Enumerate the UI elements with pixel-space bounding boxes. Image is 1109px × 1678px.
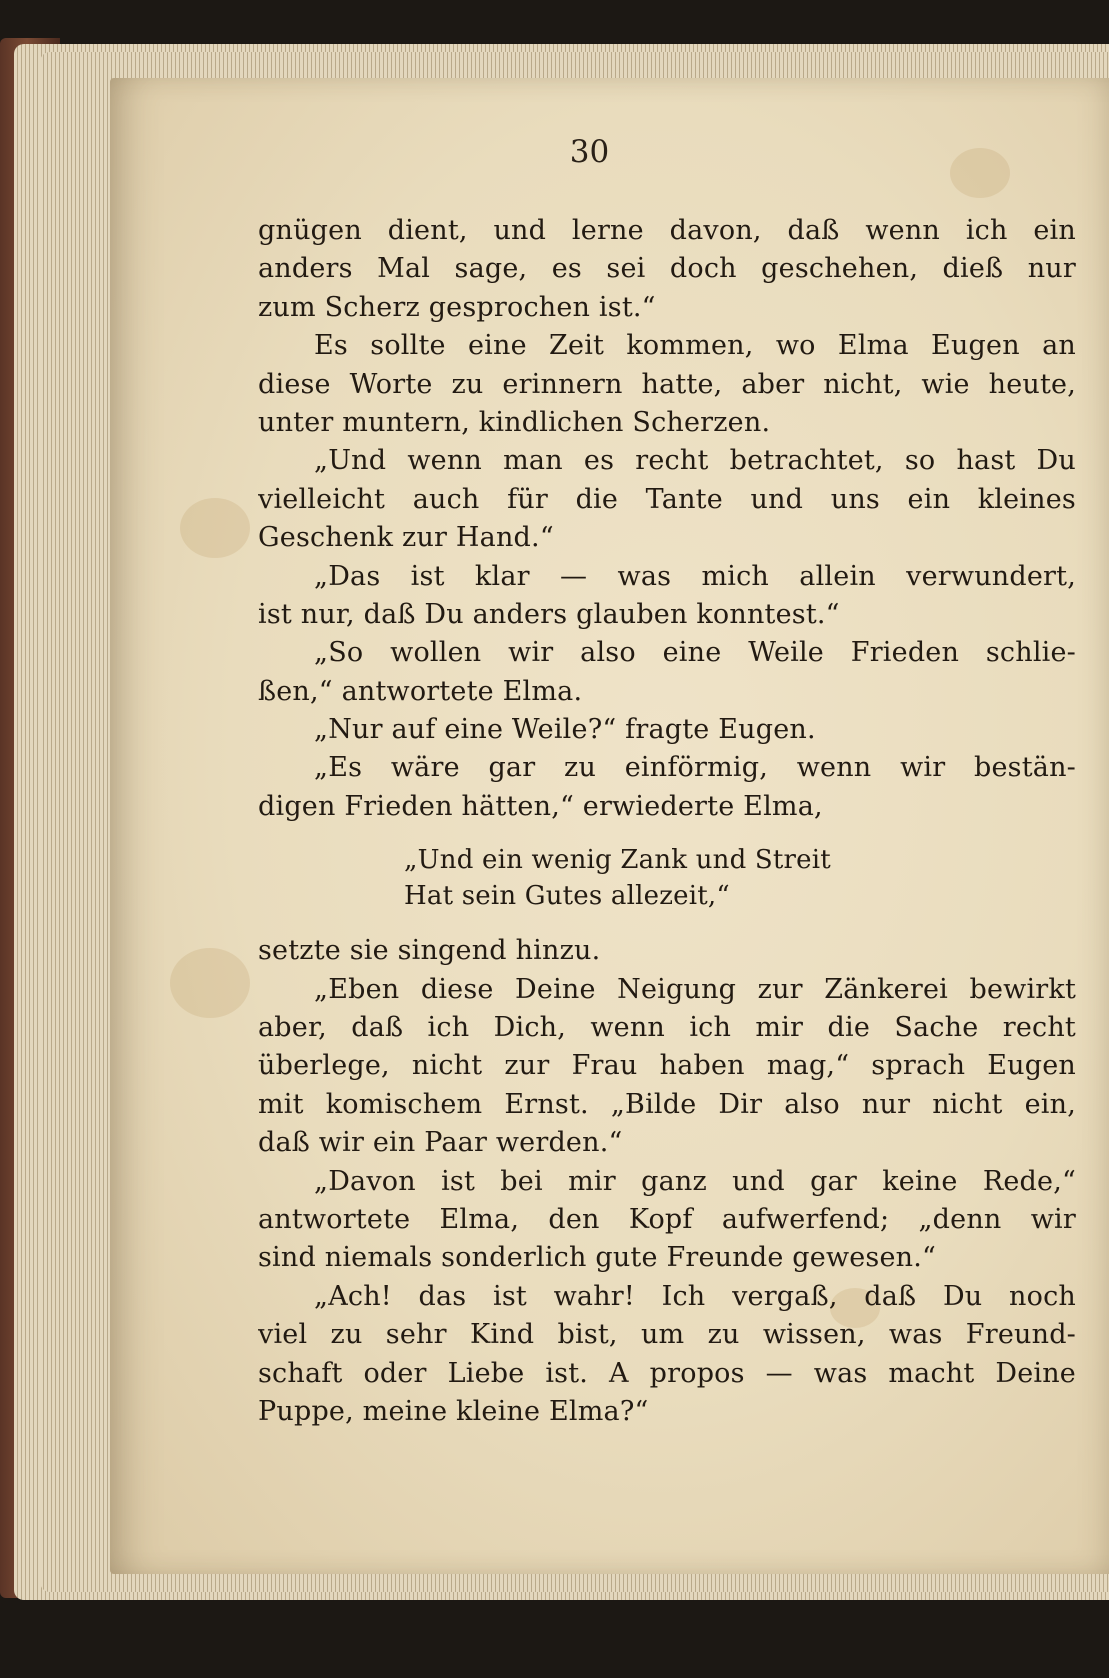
verse-line: Hat sein Gutes allezeit,“: [404, 881, 730, 912]
text-line: Puppe, meine kleine Elma?“: [258, 1395, 649, 1427]
text-line: unter muntern, kindlichen Scherzen.: [258, 406, 771, 438]
text-line: antwortete Elma, den Kopf aufwerfend; „denn wir: [258, 1203, 1076, 1235]
text-line: diese Worte zu erinnern hatte, aber nicht, wie heute,: [258, 368, 1076, 400]
text-line: schaft oder Liebe ist. A propos — was macht Deine: [258, 1357, 1076, 1389]
text-line: aber, daß ich Dich, wenn ich mir die Sache recht: [258, 1012, 1076, 1044]
text-line: „Ach! das ist wahr! Ich vergaß, daß Du noch: [314, 1280, 1076, 1312]
text-line: „Und wenn man es recht betrachtet, so hast Du: [314, 445, 1076, 477]
text-line: „Das ist klar — was mich allein verwundert,: [314, 560, 1076, 592]
text-line: zum Scherz gesprochen ist.“: [258, 291, 656, 323]
text-line: gnügen dient, und lerne davon, daß wenn ich ein: [258, 215, 1076, 246]
text-line: ßen,“ antwortete Elma.: [258, 675, 583, 707]
paper-stain: [170, 948, 250, 1018]
text-line: sind niemals sonderlich gute Freunde gewesen.“: [258, 1242, 937, 1274]
text-line: Geschenk zur Hand.“: [258, 522, 554, 554]
text-line: ist nur, daß Du anders glauben konntest.“: [258, 598, 840, 630]
text-line: digen Frieden hätten,“ erwiederte Elma,: [258, 790, 823, 822]
text-line: „So wollen wir also eine Weile Frieden schlie-: [314, 637, 1076, 669]
text-line: „Es wäre gar zu einförmig, wenn wir bestän-: [314, 752, 1076, 784]
text-line: anders Mal sage, es sei doch geschehen, dieß nur: [258, 253, 1076, 285]
body-text: [258, 212, 1076, 1431]
book-page: [110, 78, 1109, 1574]
text-line: setzte sie singend hinzu.: [258, 935, 601, 967]
text-line: „Davon ist bei mir ganz und gar keine Rede,“: [314, 1165, 1076, 1197]
paper-stain: [180, 498, 250, 558]
prose-before-verse: [258, 212, 1076, 826]
text-line: Es sollte eine Zeit kommen, wo Elma Eugen an: [314, 330, 1076, 362]
verse-line: „Und ein wenig Zank und Streit: [404, 845, 831, 876]
verse-quote: [258, 842, 1076, 914]
page-number: 30: [569, 134, 610, 170]
text-line: viel zu sehr Kind bist, um zu wissen, was Freund-: [258, 1319, 1076, 1351]
text-line: überlege, nicht zur Frau haben mag,“ sprach Eugen: [258, 1050, 1076, 1082]
text-line: mit komischem Ernst. „Bilde Dir also nur nicht ein,: [258, 1088, 1076, 1120]
text-line: daß wir ein Paar werden.“: [258, 1127, 623, 1159]
text-line: „Eben diese Deine Neigung zur Zänkerei bewirkt: [314, 973, 1076, 1005]
text-line: „Nur auf eine Weile?“ fragte Eugen.: [314, 714, 816, 746]
prose-after-verse: [258, 932, 1076, 1431]
text-line: vielleicht auch für die Tante und uns ein kleines: [258, 483, 1076, 515]
